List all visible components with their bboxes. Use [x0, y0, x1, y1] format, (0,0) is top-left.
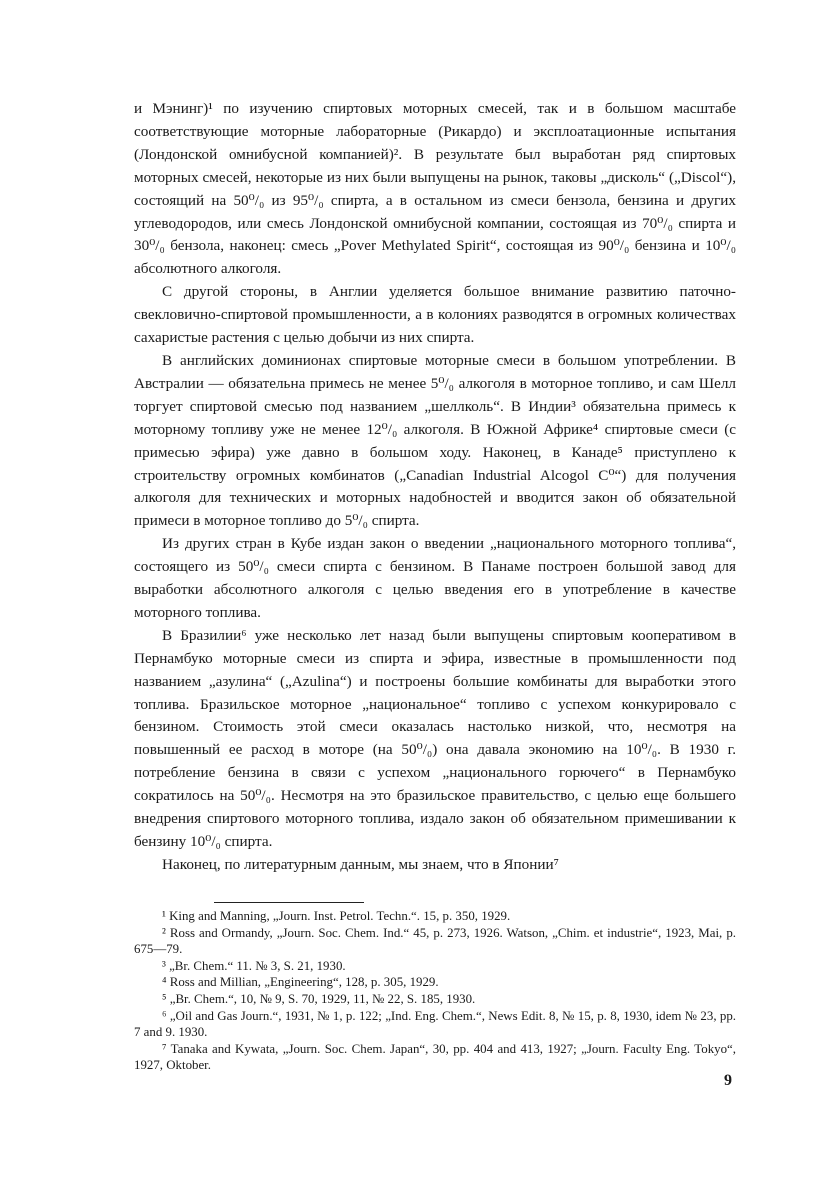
- footnote: ⁶ „Oil and Gas Journ.“, 1931, № 1, p. 122; „Ind. Eng. Chem.“, News Edit. 8, № 15, p. 8, 1930, idem № 23, pp. 7 and 9. 1930.: [134, 1008, 736, 1040]
- paragraph: Из других стран в Кубе издан закон о введении „национального моторного топлива“, состоящего из 50⁰/₀ смеси спирта с бензином. В Панаме построен большой завод для выработки абсолютного алкоголя с целью введения его в употребление в качестве моторного топлива.: [134, 535, 736, 621]
- footnote: ⁵ „Br. Chem.“, 10, № 9, S. 70, 1929, 11, № 22, S. 185, 1930.: [162, 991, 476, 1006]
- footnote: ² Ross and Ormandy, „Journ. Soc. Chem. Ind.“ 45, p. 273, 1926. Watson, „Chim. et industrie“, 1923, Mai, p. 675—79.: [134, 925, 736, 957]
- footnote-divider: [214, 902, 364, 903]
- paragraph: и Мэнинг)¹ по изучению спиртовых моторных смесей, так и в большом масштабе соответствующие моторные лабораторные (Рикардо) и эксплоатационные испытания (Лондонской омнибусной компанией)². В результате был выработан ряд спиртовых моторных смесей, некоторые из них были выпущены на рынок, таковы „дисколь“ („Discol“), состоящий на 50⁰/₀ из 95⁰/₀ спирта, а в остальном из смеси бензола, бензина и других углеводородов, или смесь Лондонской омнибусной компании, состоящая из 70⁰/₀ спирта и 30⁰/₀ бензола, наконец: смесь „Pover Methylated Spirit“, состоящая из 90⁰/₀ бензина и 10⁰/₀ абсолютного алкоголя.: [134, 100, 736, 278]
- footnote: ⁴ Ross and Millian, „Engineering“, 128, p. 305, 1929.: [162, 975, 439, 990]
- main-text: [134, 98, 736, 877]
- paragraph: В Бразилии⁶ уже несколько лет назад были выпущены спиртовым кооперативом в Пернамбуко моторные смеси из спирта и эфира, известные в промышленности под названием „азулина“ („Azulina“) и построены большие комбинаты для выработки этого топлива. Бразильское моторное „национальное“ топливо с успехом конкурировало с бензином. Стоимость этой смеси оказалась настолько низкой, что, несмотря на повышенный ее расход в моторе (на 50⁰/₀) она давала экономию на 10⁰/₀. В 1930 г. потребление бензина в связи с успехом „национального горючего“ в Пернамбуко сократилось на 50⁰/₀. Несмотря на это бразильское правительство, с целью еще большего внедрения спиртового моторного топлива, издало закон об обязательном примешивании к бензину 10⁰/₀ спирта.: [134, 626, 736, 850]
- paragraph: С другой стороны, в Англии уделяется большое внимание развитию паточно-свекловично-спиртовой промышленности, а в колониях разводятся в огромных количествах сахаристые растения с целью добычи из них спирта.: [134, 283, 736, 347]
- paragraph: В английских доминионах спиртовые моторные смеси в большом употреблении. В Австралии — обязательна примесь не менее 5⁰/₀ алкоголя в моторное топливо, и сам Шелл торгует спиртовой смесью под названием „шеллколь“. В Индии³ обязательна примесь к моторному топливу уже не менее 12⁰/₀ алкоголя. В Южной Африке⁴ спиртовые смеси (с примесью эфира) уже давно в большом ходу. Наконец, в Канаде⁵ приступлено к строительству огромных комбинатов („Canadian Industrial Alcogol C⁰“) для получения алкоголя для технических и моторных надобностей и вводится закон об обязательной примеси в моторное топливо до 5⁰/₀ спирта.: [134, 351, 736, 530]
- footnote: ³ „Br. Chem.“ 11. № 3, S. 21, 1930.: [162, 958, 346, 973]
- footnote: ⁷ Tanaka and Kywata, „Journ. Soc. Chem. Japan“, 30, pp. 404 and 413, 1927; „Journ. Faculty Eng. Tokyo“, 1927, Oktober.: [134, 1041, 736, 1073]
- paragraph: Наконец, по литературным данным, мы знаем, что в Японии⁷: [162, 855, 559, 873]
- page-number: 9: [724, 1072, 732, 1089]
- footnote: ¹ King and Manning, „Journ. Inst. Petrol. Techn.“. 15, p. 350, 1929.: [162, 909, 511, 923]
- footnotes: [134, 902, 736, 1074]
